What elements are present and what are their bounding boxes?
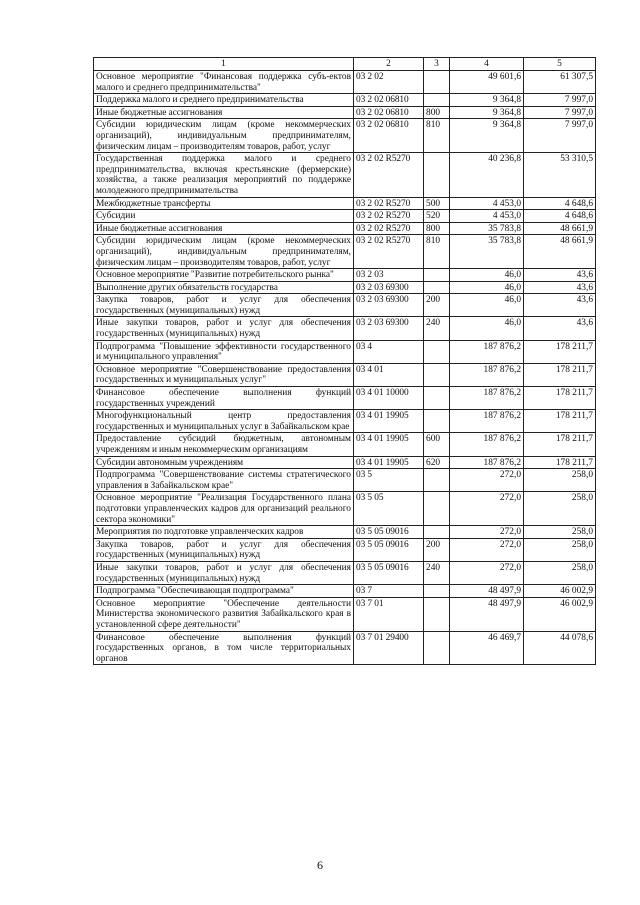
- row-value-year2-cell: 258,0: [524, 526, 596, 539]
- row-expense-type-cell: [424, 585, 450, 598]
- row-code-cell: 03 2 02 R5270: [354, 153, 424, 197]
- row-name-cell: Иные бюджетные ассигнования: [94, 106, 354, 119]
- row-code-cell: 03 2 02: [354, 71, 424, 94]
- row-expense-type-cell: [424, 526, 450, 539]
- row-expense-type-cell: [424, 94, 450, 107]
- row-value-year2-cell: 178 211,7: [524, 456, 596, 469]
- row-value-year2-cell: 61 307,5: [524, 71, 596, 94]
- row-expense-type-cell: [424, 269, 450, 282]
- header-cell-4: 4: [450, 58, 524, 71]
- row-code-cell: 03 7 01 29400: [354, 631, 424, 665]
- table-row: [94, 526, 596, 539]
- page-number: 6: [317, 858, 323, 872]
- row-value-year2-cell: 178 211,7: [524, 340, 596, 363]
- table-row: [94, 235, 596, 269]
- row-value-year1-cell: 9 364,8: [450, 106, 524, 119]
- table-row: [94, 281, 596, 294]
- table-row: [94, 94, 596, 107]
- row-value-year2-cell: 178 211,7: [524, 387, 596, 410]
- table-row: [94, 410, 596, 433]
- row-name-cell: Выполнение других обязательств государства: [94, 281, 354, 294]
- row-value-year1-cell: 272,0: [450, 561, 524, 584]
- table-row: [94, 317, 596, 340]
- row-value-year1-cell: 272,0: [450, 492, 524, 526]
- table-row: [94, 492, 596, 526]
- row-value-year1-cell: 35 783,8: [450, 222, 524, 235]
- row-expense-type-cell: [424, 363, 450, 386]
- header-cell-1: 1: [94, 58, 354, 71]
- row-expense-type-cell: 600: [424, 433, 450, 456]
- row-expense-type-cell: [424, 469, 450, 492]
- header-cell-5: 5: [524, 58, 596, 71]
- row-value-year1-cell: 48 497,9: [450, 585, 524, 598]
- row-value-year1-cell: 46 469,7: [450, 631, 524, 665]
- row-name-cell: Иные бюджетные ассигнования: [94, 222, 354, 235]
- budget-table: [93, 57, 596, 665]
- row-expense-type-cell: [424, 281, 450, 294]
- table-row: [94, 631, 596, 665]
- table-row: [94, 222, 596, 235]
- row-name-cell: Субсидии: [94, 210, 354, 223]
- row-value-year2-cell: 258,0: [524, 469, 596, 492]
- row-value-year1-cell: 187 876,2: [450, 340, 524, 363]
- table-body: [94, 71, 596, 665]
- row-name-cell: Основное мероприятие "Развитие потребительского рынка": [94, 269, 354, 282]
- row-code-cell: 03 2 02 06810: [354, 119, 424, 153]
- row-value-year2-cell: 43,6: [524, 317, 596, 340]
- row-value-year1-cell: 46,0: [450, 294, 524, 317]
- row-expense-type-cell: [424, 340, 450, 363]
- table-row: [94, 597, 596, 631]
- row-value-year1-cell: 46,0: [450, 281, 524, 294]
- row-code-cell: 03 4 01: [354, 363, 424, 386]
- table-row: [94, 387, 596, 410]
- row-expense-type-cell: 800: [424, 106, 450, 119]
- row-expense-type-cell: [424, 597, 450, 631]
- row-value-year2-cell: 53 310,5: [524, 153, 596, 197]
- row-value-year1-cell: 40 236,8: [450, 153, 524, 197]
- row-value-year1-cell: 4 453,0: [450, 210, 524, 223]
- row-expense-type-cell: [424, 410, 450, 433]
- row-name-cell: Подпрограмма "Обеспечивающая подпрограмма": [94, 585, 354, 598]
- row-name-cell: Основное мероприятие "Совершенствование предоставления государственных и муниципальных услуг": [94, 363, 354, 386]
- table-row: [94, 363, 596, 386]
- row-name-cell: Основное мероприятие "Реализация Государственного плана подготовки управленческих кадров для организаций реального сектора экономики": [94, 492, 354, 526]
- row-name-cell: Межбюджетные трансферты: [94, 197, 354, 210]
- table-row: [94, 71, 596, 94]
- row-name-cell: Финансовое обеспечение выполнения функций государственных учреждений: [94, 387, 354, 410]
- row-value-year1-cell: 187 876,2: [450, 433, 524, 456]
- row-value-year2-cell: 48 661,9: [524, 235, 596, 269]
- row-code-cell: 03 2 02 R5270: [354, 235, 424, 269]
- table-row: [94, 538, 596, 561]
- table-row: [94, 106, 596, 119]
- row-name-cell: Основное мероприятие "Финансовая поддержка субъ-ектов малого и среднего предпринимательства": [94, 71, 354, 94]
- row-value-year1-cell: 35 783,8: [450, 235, 524, 269]
- row-code-cell: 03 2 02 06810: [354, 106, 424, 119]
- row-code-cell: 03 2 02 R5270: [354, 210, 424, 223]
- row-value-year1-cell: 48 497,9: [450, 597, 524, 631]
- row-expense-type-cell: 810: [424, 235, 450, 269]
- row-value-year2-cell: 178 211,7: [524, 363, 596, 386]
- row-code-cell: 03 5 05: [354, 492, 424, 526]
- row-value-year2-cell: 46 002,9: [524, 585, 596, 598]
- table-row: [94, 294, 596, 317]
- row-value-year2-cell: 178 211,7: [524, 410, 596, 433]
- row-name-cell: Основное мероприятие "Обеспечение деятельности Министерства экономического развития Забайкальского края в установленной сфере деятельности": [94, 597, 354, 631]
- row-code-cell: 03 5 05 09016: [354, 526, 424, 539]
- row-value-year2-cell: 43,6: [524, 281, 596, 294]
- table-row: [94, 456, 596, 469]
- row-expense-type-cell: 620: [424, 456, 450, 469]
- header-cell-3: 3: [424, 58, 450, 71]
- row-name-cell: Финансовое обеспечение выполнения функций государственных органов, в том числе территориальных органов: [94, 631, 354, 665]
- row-code-cell: 03 5: [354, 469, 424, 492]
- table-row: [94, 469, 596, 492]
- row-name-cell: Иные закупки товаров, работ и услуг для обеспечения государственных (муниципальных) нужд: [94, 317, 354, 340]
- row-code-cell: 03 7 01: [354, 597, 424, 631]
- table-row: [94, 210, 596, 223]
- row-name-cell: Закупка товаров, работ и услуг для обеспечения государственных (муниципальных) нужд: [94, 294, 354, 317]
- row-value-year1-cell: 272,0: [450, 469, 524, 492]
- row-value-year2-cell: 44 078,6: [524, 631, 596, 665]
- row-code-cell: 03 4: [354, 340, 424, 363]
- row-value-year2-cell: 4 648,6: [524, 210, 596, 223]
- row-code-cell: 03 7: [354, 585, 424, 598]
- table-row: [94, 340, 596, 363]
- row-name-cell: Субсидии юридическим лицам (кроме некоммерческих организаций), индивидуальным предпринимателям, физическим лицам – производителям товаров, работ, услуг: [94, 119, 354, 153]
- row-code-cell: 03 2 02 R5270: [354, 222, 424, 235]
- row-code-cell: 03 2 03 69300: [354, 317, 424, 340]
- row-value-year1-cell: 46,0: [450, 269, 524, 282]
- row-value-year1-cell: 187 876,2: [450, 410, 524, 433]
- row-value-year1-cell: 4 453,0: [450, 197, 524, 210]
- row-value-year1-cell: 187 876,2: [450, 363, 524, 386]
- row-name-cell: Подпрограмма "Повышение эффективности государственного и муниципального управления": [94, 340, 354, 363]
- table-row: [94, 561, 596, 584]
- row-name-cell: Государственная поддержка малого и среднего предпринимательства, включая крестьянские (фермерские) хозяйства, а также реализация мероприятий по поддержке молодежного предпринимательства: [94, 153, 354, 197]
- row-value-year2-cell: 43,6: [524, 294, 596, 317]
- row-value-year2-cell: 7 997,0: [524, 106, 596, 119]
- table-row: [94, 585, 596, 598]
- row-name-cell: Субсидии юридическим лицам (кроме некоммерческих организаций), индивидуальным предпринимателям, физическим лицам – производителям товаров, работ, услуг: [94, 235, 354, 269]
- row-expense-type-cell: [424, 631, 450, 665]
- row-expense-type-cell: 240: [424, 317, 450, 340]
- row-name-cell: Иные закупки товаров, работ и услуг для обеспечения государственных (муниципальных) нужд: [94, 561, 354, 584]
- row-code-cell: 03 2 02 R5270: [354, 197, 424, 210]
- table-row: [94, 197, 596, 210]
- row-code-cell: 03 4 01 10000: [354, 387, 424, 410]
- row-value-year1-cell: 46,0: [450, 317, 524, 340]
- row-value-year2-cell: 46 002,9: [524, 597, 596, 631]
- row-value-year2-cell: 4 648,6: [524, 197, 596, 210]
- row-value-year2-cell: 258,0: [524, 561, 596, 584]
- row-name-cell: Закупка товаров, работ и услуг для обеспечения государственных (муниципальных) нужд: [94, 538, 354, 561]
- row-value-year1-cell: 49 601,6: [450, 71, 524, 94]
- table-row: [94, 433, 596, 456]
- row-expense-type-cell: 240: [424, 561, 450, 584]
- row-expense-type-cell: 200: [424, 294, 450, 317]
- row-value-year2-cell: 48 661,9: [524, 222, 596, 235]
- row-value-year1-cell: 9 364,8: [450, 94, 524, 107]
- row-value-year1-cell: 272,0: [450, 538, 524, 561]
- row-code-cell: 03 2 03 69300: [354, 281, 424, 294]
- row-code-cell: 03 5 05 09016: [354, 561, 424, 584]
- row-name-cell: Многофункциональный центр предоставления государственных и муниципальных услуг в Забайкальском крае: [94, 410, 354, 433]
- row-expense-type-cell: 800: [424, 222, 450, 235]
- row-expense-type-cell: [424, 492, 450, 526]
- row-value-year2-cell: 7 997,0: [524, 94, 596, 107]
- row-expense-type-cell: 520: [424, 210, 450, 223]
- row-value-year1-cell: 187 876,2: [450, 456, 524, 469]
- row-value-year2-cell: 178 211,7: [524, 433, 596, 456]
- row-code-cell: 03 2 03 69300: [354, 294, 424, 317]
- row-code-cell: 03 4 01 19905: [354, 433, 424, 456]
- row-name-cell: Мероприятия по подготовке управленческих кадров: [94, 526, 354, 539]
- row-expense-type-cell: [424, 71, 450, 94]
- row-code-cell: 03 4 01 19905: [354, 456, 424, 469]
- table-row: [94, 153, 596, 197]
- table-row: [94, 119, 596, 153]
- row-value-year1-cell: 187 876,2: [450, 387, 524, 410]
- row-expense-type-cell: [424, 387, 450, 410]
- row-name-cell: Предоставление субсидий бюджетным, автономным учреждениям и иным некоммерческим организациям: [94, 433, 354, 456]
- row-code-cell: 03 5 05 09016: [354, 538, 424, 561]
- table-row: [94, 269, 596, 282]
- row-expense-type-cell: [424, 153, 450, 197]
- row-code-cell: 03 4 01 19905: [354, 410, 424, 433]
- row-value-year1-cell: 272,0: [450, 526, 524, 539]
- row-expense-type-cell: 810: [424, 119, 450, 153]
- table-header-row: [94, 58, 596, 71]
- row-value-year2-cell: 7 997,0: [524, 119, 596, 153]
- row-value-year1-cell: 9 364,8: [450, 119, 524, 153]
- row-code-cell: 03 2 02 06810: [354, 94, 424, 107]
- row-name-cell: Поддержка малого и среднего предпринимательства: [94, 94, 354, 107]
- row-name-cell: Субсидии автономным учреждениям: [94, 456, 354, 469]
- row-value-year2-cell: 43,6: [524, 269, 596, 282]
- row-expense-type-cell: 200: [424, 538, 450, 561]
- row-value-year2-cell: 258,0: [524, 538, 596, 561]
- row-name-cell: Подпрограмма "Совершенствование системы стратегического управления в Забайкальском крае": [94, 469, 354, 492]
- row-value-year2-cell: 258,0: [524, 492, 596, 526]
- row-code-cell: 03 2 03: [354, 269, 424, 282]
- header-cell-2: 2: [354, 58, 424, 71]
- row-expense-type-cell: 500: [424, 197, 450, 210]
